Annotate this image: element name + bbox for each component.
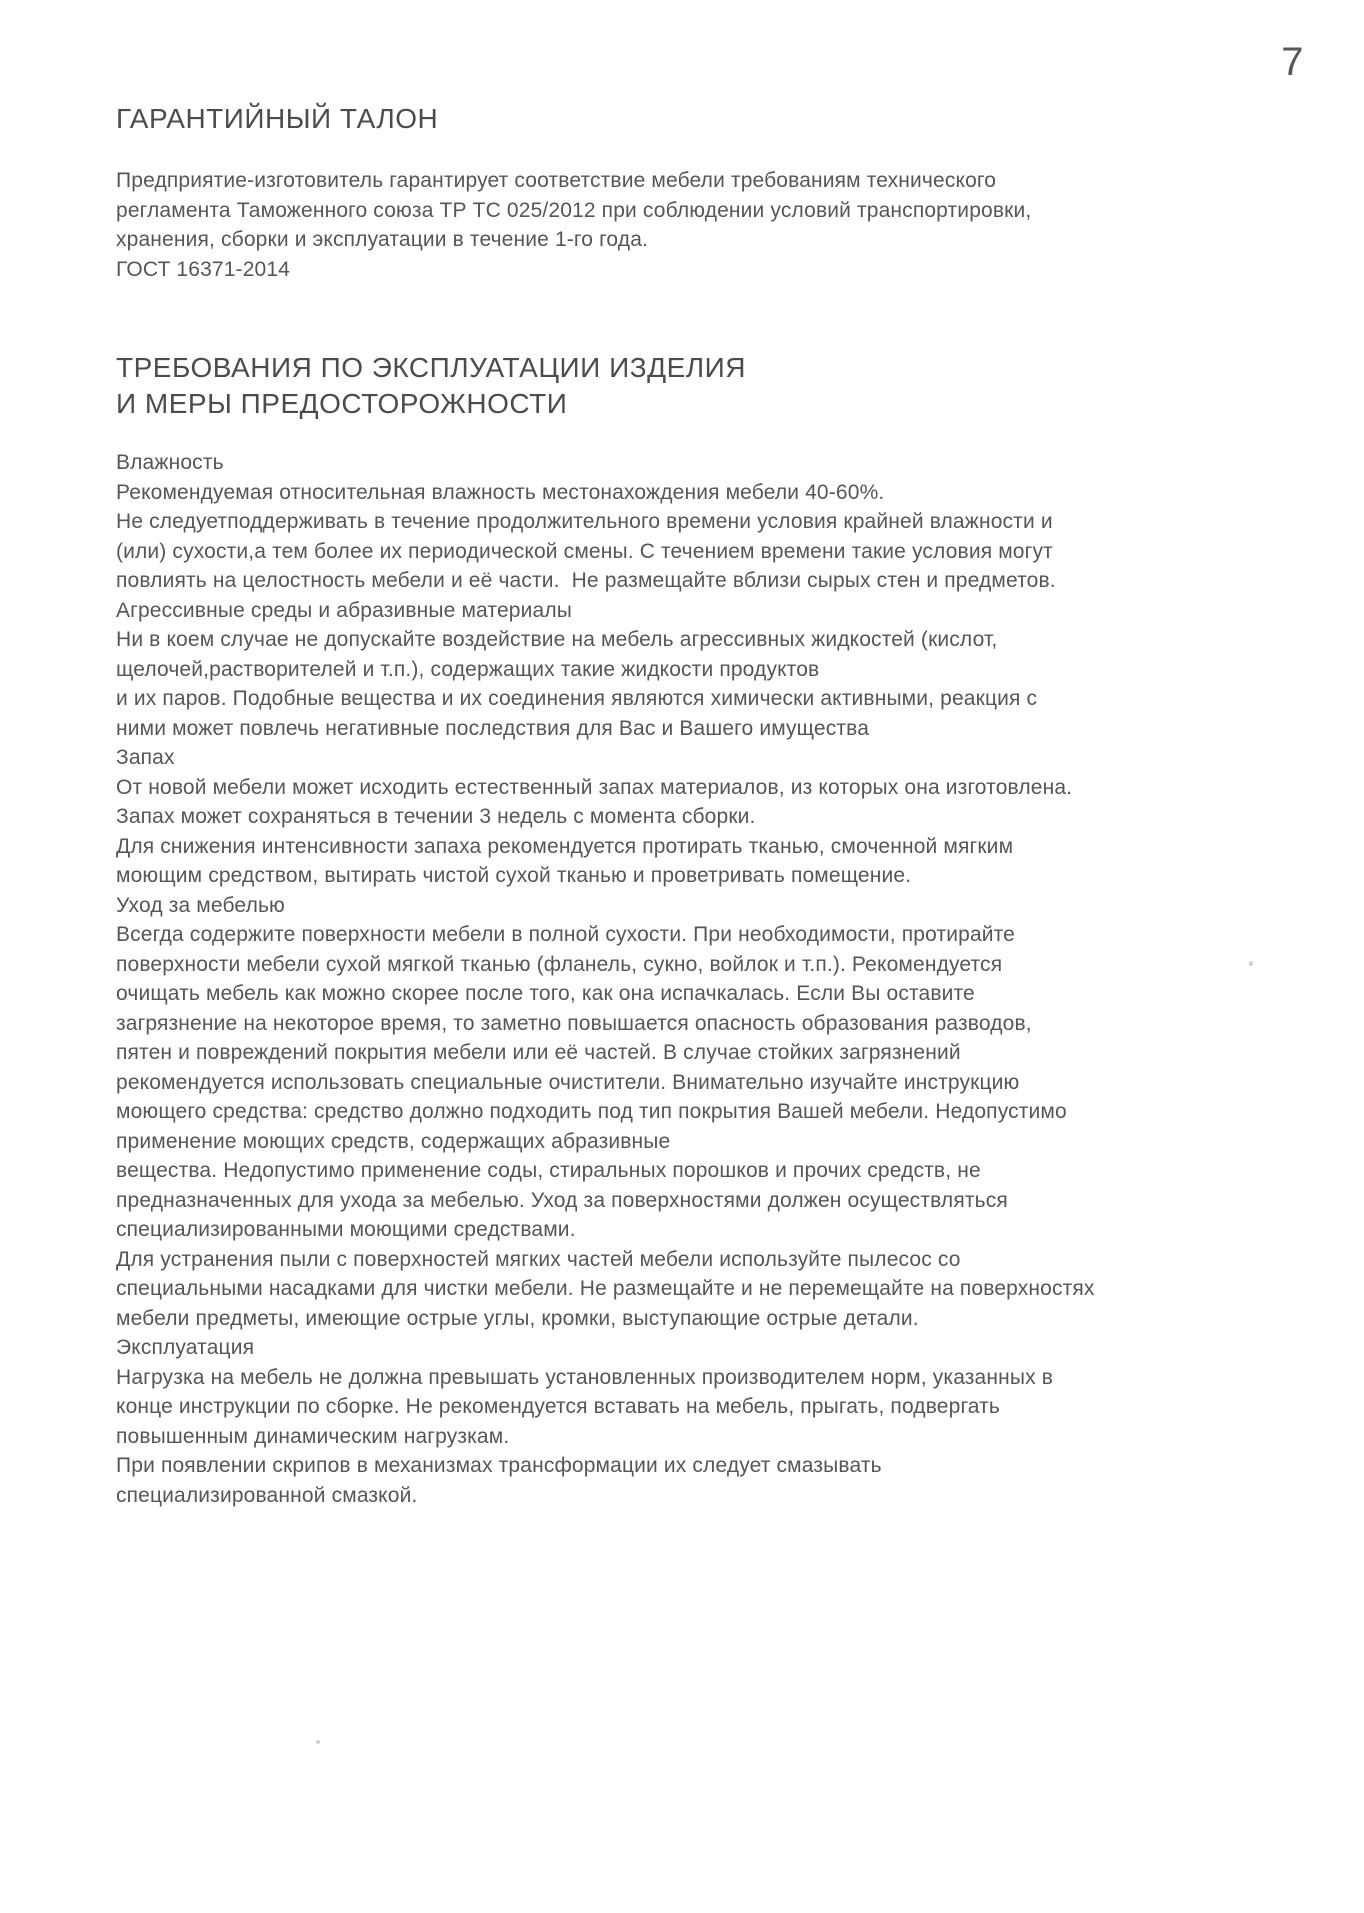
requirements-body-line: Эксплуатация	[116, 1336, 255, 1359]
requirements-body-line: моющего средства: средство должно подходить под тип покрытия Вашей мебели. Недопустимо	[116, 1100, 1067, 1123]
requirements-body-line: конце инструкции по сборке. Не рекомендуется вставать на мебель, прыгать, подвергать	[116, 1395, 1001, 1418]
page-number: 7	[1281, 40, 1304, 84]
requirements-body-line: щелочей,растворителей и т.п.), содержащих такие жидкости продуктов	[116, 657, 820, 681]
requirements-body-line: Нагрузка на мебель не должна превышать установленных производителем норм, указанных в	[116, 1365, 1054, 1389]
requirements-body-line: специальными насадками для чистки мебели. Не размещайте и не перемещайте на поверхностях	[116, 1277, 1095, 1300]
warranty-paragraph-line: хранения, сборки и эксплуатации в течение 1-го года.	[116, 228, 649, 251]
requirements-heading-line: И МЕРЫ ПРЕДОСТОРОЖНОСТИ	[116, 388, 568, 419]
requirements-heading	[116, 350, 746, 422]
requirements-body-line: Для устранения пыли с поверхностей мягких частей мебели используйте пылесос со	[116, 1247, 961, 1271]
requirements-body-line: применение моющих средств, содержащих абразивные	[116, 1129, 671, 1153]
requirements-body-line: моющим средством, вытирать чистой сухой тканью и проветривать помещение.	[116, 864, 912, 887]
requirements-body-line: Запах	[116, 746, 175, 769]
requirements-body-line: специализированной смазкой.	[116, 1483, 418, 1507]
requirements-body-line: Рекомендуемая относительная влажность местонахождения мебели 40-60%.	[116, 480, 885, 504]
requirements-body-line: Агрессивные среды и абразивные материалы	[116, 598, 572, 622]
requirements-heading-line: ТРЕБОВАНИЯ ПО ЭКСПЛУАТАЦИИ ИЗДЕЛИЯ	[116, 352, 746, 383]
requirements-body-line: При появлении скрипов в механизмах трансформации их следует смазывать	[116, 1454, 882, 1477]
requirements-body-line: специализированными моющими средствами.	[116, 1218, 576, 1241]
requirements-body-line: Уход за мебелью	[116, 893, 285, 917]
requirements-body-line: и их паров. Подобные вещества и их соединения являются химически активными, реакция с	[116, 687, 1038, 710]
requirements-body-line: (или) сухости,а тем более их периодической смены. С течением времени такие условия могут	[116, 539, 1053, 563]
requirements-body-line: Запах может сохраняться в течении 3 недель с момента сборки.	[116, 805, 756, 828]
requirements-body	[116, 448, 1095, 1510]
scan-speck	[1249, 961, 1253, 966]
requirements-body-line: Ни в коем случае не допускайте воздействие на мебель агрессивных жидкостей (кислот,	[116, 628, 998, 651]
requirements-body-line: От новой мебели может исходить естественный запах материалов, из которых она изготовлена.	[116, 775, 1073, 799]
warranty-paragraph-line: Предприятие-изготовитель гарантирует соответствие мебели требованиям технического	[116, 169, 997, 192]
warranty-paragraph	[116, 166, 1031, 284]
requirements-body-line: повлиять на целостность мебели и её части. Не размещайте вблизи сырых стен и предметов.	[116, 569, 1056, 592]
requirements-body-line: повышенным динамическим нагрузкам.	[116, 1424, 510, 1448]
warranty-title: ГАРАНТИЙНЫЙ ТАЛОН	[116, 103, 439, 134]
requirements-body-line: пятен и повреждений покрытия мебели или её частей. В случае стойких загрязнений	[116, 1041, 961, 1064]
warranty-paragraph-line: ГОСТ 16371-2014	[116, 257, 291, 281]
scan-speck	[316, 1740, 320, 1744]
requirements-body-line: загрязнение на некоторое время, то заметно повышается опасность образования разводов,	[116, 1011, 1032, 1035]
requirements-body-line: предназначенных для ухода за мебелью. Уход за поверхностями должен осуществляться	[116, 1188, 1008, 1212]
requirements-body-line: Всегда содержите поверхности мебели в полной сухости. При необходимости, протирайте	[116, 923, 1016, 946]
requirements-body-line: мебели предметы, имеющие острые углы, кромки, выступающие острые детали.	[116, 1306, 919, 1330]
requirements-body-line: Влажность	[116, 451, 224, 474]
requirements-body-line: Для снижения интенсивности запаха рекомендуется протирать тканью, смоченной мягким	[116, 834, 1014, 858]
warranty-paragraph-line: регламента Таможенного союза ТР ТС 025/2012 при соблюдении условий транспортировки,	[116, 198, 1032, 222]
requirements-body-line: рекомендуется использовать специальные очистители. Внимательно изучайте инструкцию	[116, 1070, 1020, 1094]
requirements-body-line: вещества. Недопустимо применение соды, стиральных порошков и прочих средств, не	[116, 1159, 981, 1182]
requirements-body-line: ними может повлечь негативные последствия для Вас и Вашего имущества	[116, 716, 870, 740]
requirements-body-line: очищать мебель как можно скорее после того, как она испачкалась. Если Вы оставите	[116, 982, 975, 1005]
requirements-body-line: Не следуетподдерживать в течение продолжительного времени условия крайней влажности и	[116, 510, 1053, 533]
requirements-body-line: поверхности мебели сухой мягкой тканью (фланель, сукно, войлок и т.п.). Рекомендуется	[116, 952, 1003, 976]
